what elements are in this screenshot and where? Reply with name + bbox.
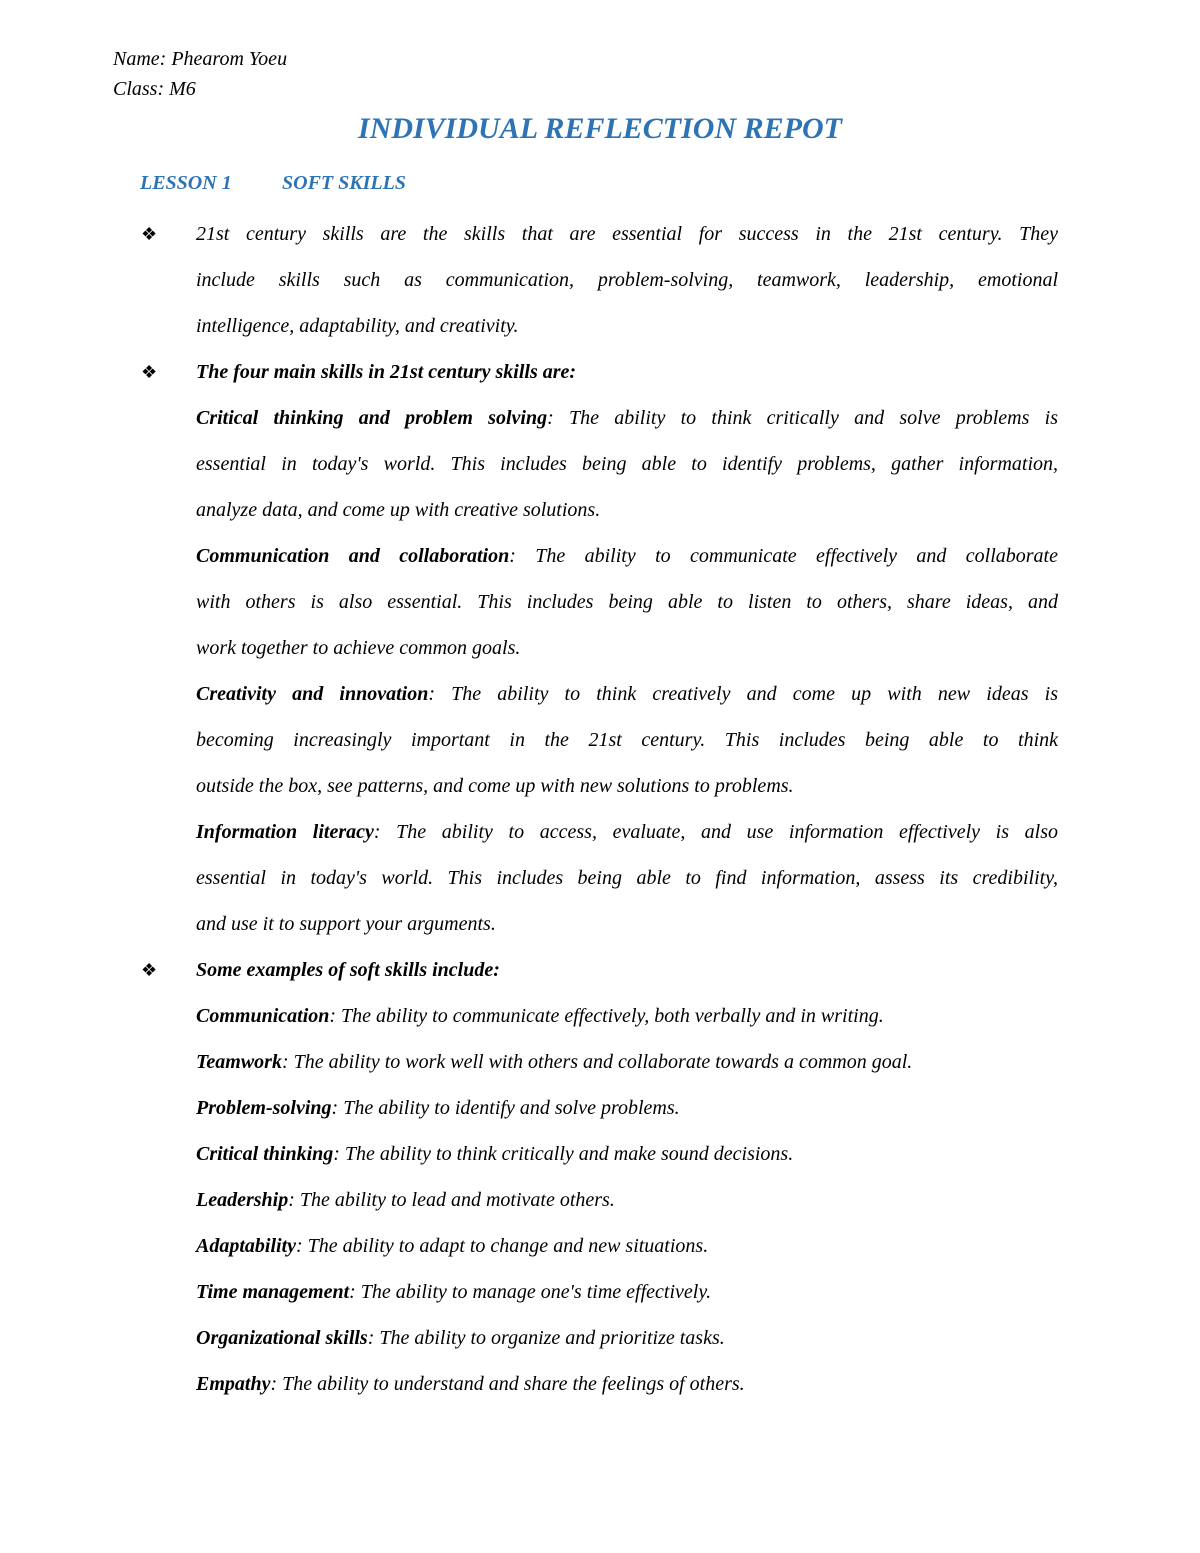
soft-skill-term: Critical thinking [196,1143,334,1165]
soft-skill-item: Empathy: The ability to understand and share the feelings of others. [196,1373,745,1395]
soft-skill-item: Problem-solving: The ability to identify and solve problems. [196,1097,680,1119]
soft-skill-item: Teamwork: The ability to work well with others and collaborate towards a common goal. [196,1051,913,1073]
document-title: INDIVIDUAL REFLECTION REPOT [358,112,842,145]
skill-term: Communication and collaboration [196,545,510,567]
intro-line: intelligence, adaptability, and creativity. [196,315,519,337]
soft-skill-term: Organizational skills [196,1327,368,1349]
soft-skills-heading: ❖ Some examples of soft skills include: [196,947,1058,993]
soft-skill-item: Critical thinking: The ability to think critically and make sound decisions. [196,1143,794,1165]
skill-term: Critical thinking and problem solving [196,407,548,429]
soft-skill-term: Problem-solving [196,1097,332,1119]
skill-item-line: with others is also essential. This includes being able to listen to others, share ideas, and [196,591,1058,613]
skill-item-line: essential in today's world. This includes being able to identify problems, gather information, [196,453,1058,475]
intro-line: include skills such as communication, problem-solving, teamwork, leadership, emotional [196,269,1058,291]
soft-skill-term: Adaptability [196,1235,296,1257]
skill-item-first-line: Communication and collaboration: The ability to communicate effectively and collaborate [196,545,1058,567]
lesson-number: LESSON 1 [140,172,232,194]
four-skills-heading: ❖ The four main skills in 21st century skills are: [196,349,1058,395]
soft-skill-item: Organizational skills: The ability to organize and prioritize tasks. [196,1327,725,1349]
diamond-bullet-icon: ❖ [141,224,158,244]
skill-item-first-line: Information literacy: The ability to access, evaluate, and use information effectively is also [196,821,1058,843]
skill-item-line: and use it to support your arguments. [196,913,496,935]
skill-item-first-line: Creativity and innovation: The ability to think creatively and come up with new ideas is [196,683,1058,705]
skill-item-line: becoming increasingly important in the 21st century. This includes being able to think [196,729,1058,751]
diamond-bullet-icon: ❖ [141,960,158,980]
content [141,211,1058,1407]
lesson-heading [140,172,406,195]
soft-skill-item: Leadership: The ability to lead and motivate others. [196,1189,615,1211]
soft-skill-term: Time management [196,1281,350,1303]
skill-term: Creativity and innovation [196,683,429,705]
soft-skill-item: Time management: The ability to manage one's time effectively. [196,1281,712,1303]
soft-skill-term: Leadership [196,1189,289,1211]
soft-skill-item: Communication: The ability to communicate effectively, both verbally and in writing. [196,1005,884,1027]
soft-skill-item: Adaptability: The ability to adapt to change and new situations. [196,1235,709,1257]
skill-term: Information literacy [196,821,374,843]
soft-skill-term: Communication [196,1005,330,1027]
skill-item-line: essential in today's world. This includes being able to find information, assess its credibility, [196,867,1058,889]
student-class: Class: M6 [113,78,196,100]
student-name: Name: Phearom Yoeu [113,48,288,70]
intro-line: ❖ 21st century skills are the skills that are essential for success in the 21st century. They [196,211,1058,257]
lesson-topic: SOFT SKILLS [282,172,406,194]
skill-item-line: work together to achieve common goals. [196,637,521,659]
skill-item-line: analyze data, and come up with creative solutions. [196,499,601,521]
diamond-bullet-icon: ❖ [141,362,158,382]
header [113,44,287,104]
soft-skill-term: Teamwork [196,1051,282,1073]
skill-item-first-line: Critical thinking and problem solving: The ability to think critically and solve problems is [196,407,1058,429]
skill-item-line: outside the box, see patterns, and come up with new solutions to problems. [196,775,794,797]
soft-skill-term: Empathy [196,1373,271,1395]
